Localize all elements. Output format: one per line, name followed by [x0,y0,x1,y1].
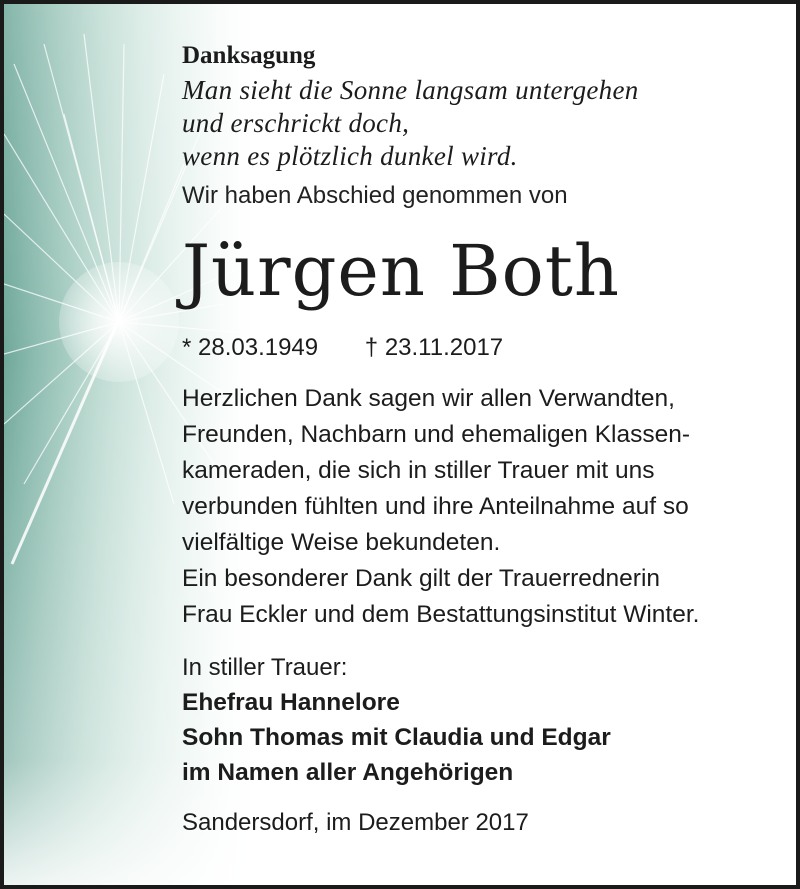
signer-line: Sohn Thomas mit Claudia und Edgar [182,724,611,751]
life-dates [182,331,782,365]
thanks-line: Frau Eckler und dem Bestattungsinstitut Winter. [182,601,700,628]
mourning-label: In stiller Trauer: [182,654,348,681]
signer-line: Ehefrau Hannelore [182,689,400,716]
birth-date: * 28.03.1949 [182,334,319,361]
thanks-line: Freunden, Nachbarn und ehemaligen Klassen- [182,421,691,448]
place-and-date: Sandersdorf, im Dezember 2017 [182,809,529,836]
notice-heading: Danksagung [182,42,316,69]
thanks-line: Ein besonderer Dank gilt der Trauerrednerin [182,565,661,592]
thanks-line: kameraden, die sich in stiller Trauer mit uns [182,457,655,484]
poem [182,74,782,173]
poem-line: wenn es plötzlich dunkel wird. [182,141,518,171]
farewell-intro: Wir haben Abschied genommen von [182,182,568,209]
poem-line: und erschrickt doch, [182,108,410,138]
thanks-line: verbunden fühlten und ihre Anteilnahme auf so [182,493,689,520]
notice-content [182,38,782,840]
thanks-text [182,381,782,633]
deceased-name: Jürgen Both [182,230,620,312]
thanks-line: vielfältige Weise bekundeten. [182,529,501,556]
poem-line: Man sieht die Sonne langsam untergehen [182,75,639,105]
death-date: † 23.11.2017 [364,334,504,361]
signer-line: im Namen aller Angehörigen [182,759,514,786]
thanks-line: Herzlichen Dank sagen wir allen Verwandten, [182,385,675,412]
mourners [182,651,782,790]
